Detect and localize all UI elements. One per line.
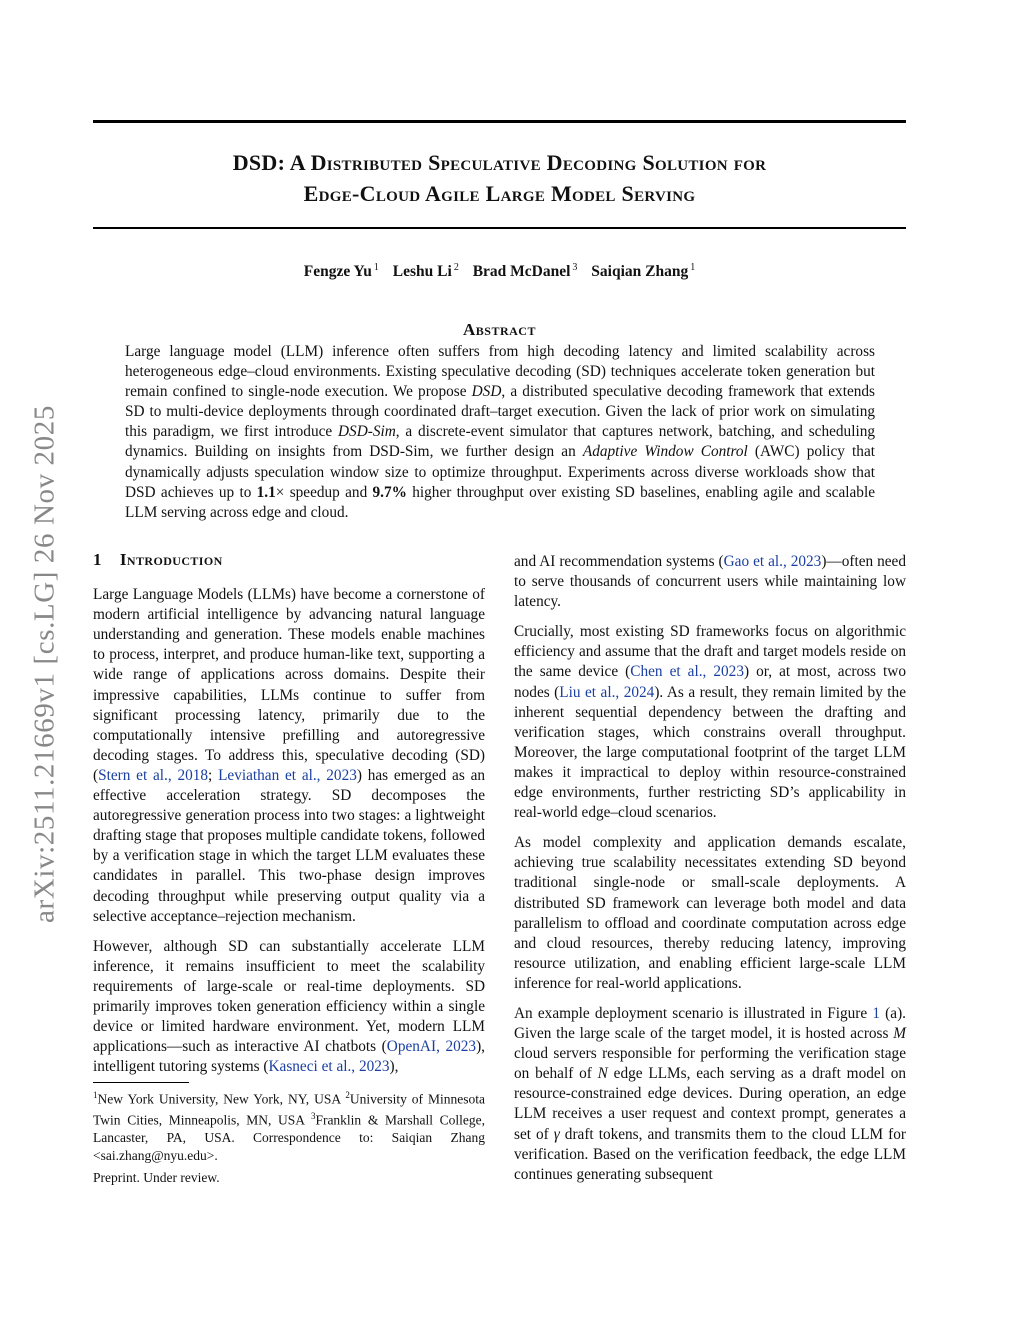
author: Brad McDanel $^3$ [472,262,578,281]
paragraph: However, although SD can substantially accelerate LLM inference, it remains insufficient to meet the scalability requirements of large-scale or real-time deployments. SD primarily improves token generation efficiency within a single device or limited hardware environment. Yet, modern LLM applications—such as interactive AI chatbots (OpenAI, 2023), intelligent tutoring systems (Kasneci et al., 2023), [93,937,485,1076]
left-column [93,550,485,1087]
arxiv-identifier-stamp: arXiv:2511.21669v1 [cs.LG] 26 Nov 2025 [28,405,61,923]
section-heading [93,550,485,570]
paragraph: Large Language Models (LLMs) have become a cornerstone of modern artificial intelligence by advancing natural language understanding and generation. These models enable machines to process, interpret, and produce human-like text, supporting a wide range of applications across domains. Despite their impressive capabilities, LLMs continue to suffer from significant processing latency, primarily due to the computationally intensive prefilling and autoregressive decoding stages. To address this, speculative decoding (SD) (Stern et al., 2018; Leviathan et al., 2023) has emerged as an effective acceleration strategy. SD decomposes the autoregressive generation process into two stages: a lightweight drafting stage that proposes multiple candidate tokens, followed by a verification stage in which the target LLM evaluates these candidates in parallel. This two-phase design improves decoding throughput while preserving output quality via a selective acceptance–rejection mechanism. [93,586,486,925]
author: Fengze Yu $^1$ [303,262,379,281]
title-line-1: DSD: A Distributed Speculative Decoding Solution for [232,150,767,175]
figure-reference-link[interactable]: 1 [872,1004,880,1022]
right-column [514,552,906,1195]
emphasis-dsd-sim: DSD-Sim [338,423,396,441]
footnote-rule [93,1082,189,1083]
affiliation-mark: 1 [373,262,379,273]
paragraph: Crucially, most existing SD frameworks focus on algorithmic efficiency and assume that the draft and target models reside on the same device (Chen et al., 2023) or, at most, across two nodes (Liu et al., 2024). As a result, they remain limited by the inherent sequential dependency between the drafting and verification stages, which constrains overall throughput. Moreover, the large computational footprint of the target LLM makes it impractical to deploy within resource-constrained edge environments, further restricting SD’s applicability in real-world edge–cloud scenarios. [514,623,906,822]
citation-link[interactable]: Chen et al., 2023 [630,663,744,681]
emphasis-dsd: DSD [471,383,502,401]
affiliation-footnote: $^1$New York University, New York, NY, USA $^2$University of Minnesota Twin Cities, Minneapolis, MN, USA $^3$Franklin & Marshall College, Lancaster, PA, USA. Correspondence to: Saiqian Zhang <sai.zhang@nyu.edu>. [93,1090,486,1163]
math-n: N [597,1065,608,1083]
paragraph: As model complexity and application demands escalate, achieving true scalability necessitates extending SD beyond traditional single-node or small-scale deployments. A distributed SD framework can leverage both model and data parallelism to offload and coordinate computation across edge and cloud resources, thereby reducing latency, improving resource utilization, and enabling efficient large-scale LLM inference for real-world applications. [514,834,906,992]
author: Saiqian Zhang $^1$ [591,262,696,281]
math-m: M [893,1025,906,1043]
citation-link[interactable]: Kasneci et al., 2023 [268,1058,390,1076]
throughput-value: 9.7% [372,483,407,501]
math-gamma: γ [553,1125,560,1143]
paragraph: An example deployment scenario is illustrated in Figure 1 (a). Given the large scale of the target model, it is hosted across M cloud servers responsible for performing the verification stage on behalf of N edge LLMs, each serving as a draft model on resource-constrained edge devices. During operation, an edge LLM receives a user request and context prompt, generates a set of γ draft tokens, and transmits them to the cloud LLM for verification. Based on the verification feedback, the edge LLM continues generating subsequent [514,1004,907,1183]
section-title: Introduction [119,550,223,569]
abstract-heading: Abstract [463,320,536,339]
author-list [93,262,906,281]
affiliation-mark: 3 [572,262,578,273]
affiliation-mark: 2 [453,262,459,273]
title-line-2: Edge-Cloud Agile Large Model Serving [303,181,696,206]
preprint-notice: Preprint. Under review. [93,1170,220,1185]
author: Leshu Li $^2$ [392,262,459,281]
affiliation-mark: 1 [690,262,696,273]
section-number: 1 [93,550,102,569]
emphasis-awc: Adaptive Window Control [582,443,748,461]
citation-link[interactable]: Liu et al., 2024 [559,683,655,701]
title-top-rule [93,120,906,123]
title-bottom-rule [93,227,906,229]
citation-link[interactable]: Gao et al., 2023 [723,553,822,570]
citation-link[interactable]: Stern et al., 2018 [98,766,209,784]
paper-title [93,147,906,209]
citation-link[interactable]: OpenAI, 2023 [386,1038,477,1056]
paragraph: and AI recommendation systems (Gao et al., 2023)—often need to serve thousands of concurrent users while maintaining low latency. [514,553,906,611]
citation-link[interactable]: Leviathan et al., 2023 [218,766,357,784]
speedup-value: 1.1 [256,483,276,501]
abstract-body: Large language model (LLM) inference often suffers from high decoding latency and limited scalability across heterogeneous edge–cloud environments. Existing speculative decoding (SD) techniques accelerate token generation but remain confined to single-node execution. We propose DSD, a distributed speculative decoding framework that extends SD to multi-device deployments through coordinated draft–target execution. Given the lack of prior work on simulating this paradigm, we first introduce DSD-Sim, a discrete-event simulator that captures network, batching, and scheduling dynamics. Building on insights from DSD-Sim, we further design an Adaptive Window Control (AWC) policy that dynamically adjusts speculation window size to optimize throughput. Experiments across diverse workloads show that DSD achieves up to 1.1× speedup and 9.7% higher throughput over existing SD baselines, enabling agile and scalable LLM serving across edge and cloud. [125,343,875,521]
